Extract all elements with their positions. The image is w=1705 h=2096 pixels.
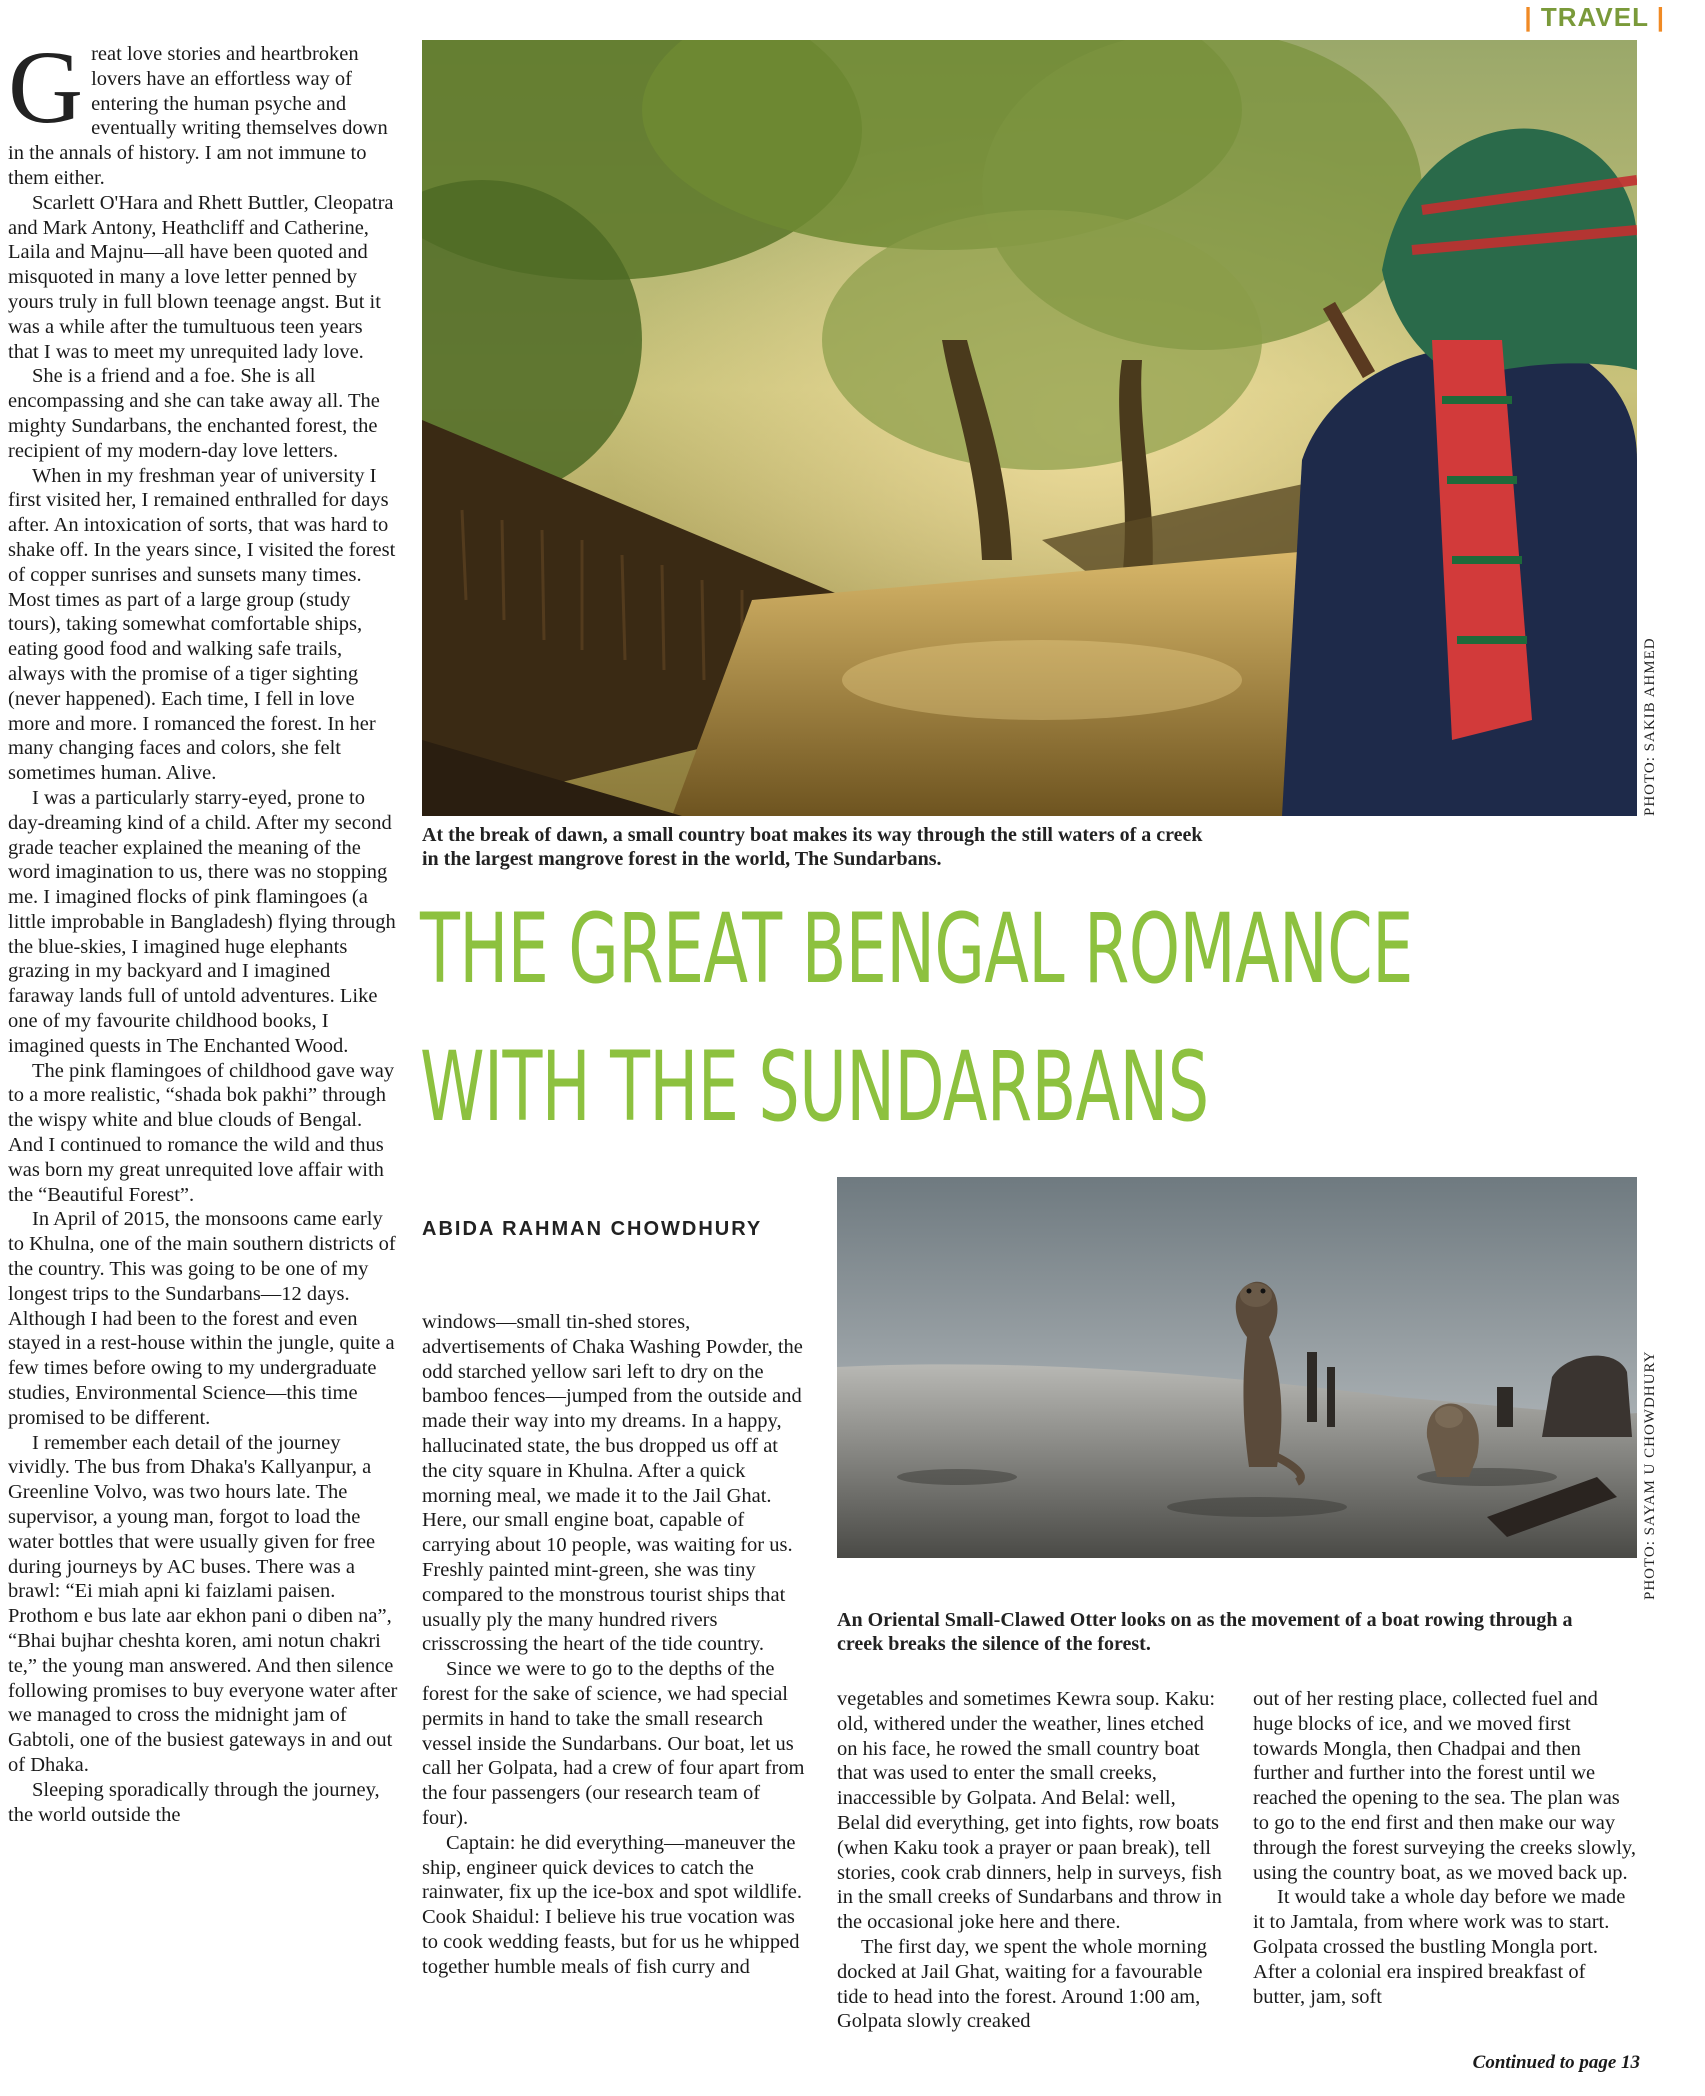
otter-image (837, 1177, 1637, 1558)
article-column-3 (837, 1687, 1222, 2034)
headline-line-1: THE GREAT BENGAL ROMANCE (420, 893, 1413, 1005)
article-column-1 (8, 30, 398, 1827)
article-column-2 (422, 1310, 807, 1980)
paragraph: The first day, we spent the whole morning docked at Jail Ghat, waiting for a favourable tide to head into the forest. Around 1:00 am, Golpata slowly creaked (837, 1935, 1207, 2033)
byline: ABIDA RAHMAN CHOWDHURY (422, 1218, 763, 1240)
paragraph: The pink flamingoes of childhood gave way to a more realistic, “shada bok pakhi” through the wispy white and blue clouds of Bengal. And I continued to romance the wild and thus was born my great unrequited love affair with the “Beautiful Forest”. (8, 1059, 395, 1206)
paragraph: It would take a whole day before we made it to Jamtala, from where work was to start. Golpata crossed the bustling Mongla port. After a colonial era inspired breakfast of butter, jam, soft (1253, 1886, 1626, 2008)
paragraph: Great love stories and heartbroken lovers have an effortless way of entering the human psyche and eventually writing themselves down in the annals of history. I am not immune to them either. (8, 30, 388, 189)
headline-line-2: WITH THE SUNDARBANS (420, 1031, 1209, 1143)
paragraph: I was a particularly starry-eyed, prone to day-dreaming kind of a child. After my second grade teacher explained the meaning of the word imagination to us, there was no stopping me. I imagined flocks of pink flamingoes (a little improbable in Bangladesh) flying through the blue-skies, I imagined huge elephants grazing in my backyard and I imagined faraway lands full of untold adventures. Like one of my favourite childhood books, I imagined quests in The Enchanted Wood. (8, 786, 396, 1057)
section-label (1524, 2, 1665, 33)
paragraph: out of her resting place, collected fuel and huge blocks of ice, and we moved first towards Mongla, then Chadpai and then further and further into the forest until we reached the opening to the sea. The plan was to go to the end first and then make our way through the forest surveying the creeks slowly, using the country boat, as we moved back up. (1253, 1688, 1636, 1884)
photo-caption-otter: An Oriental Small-Clawed Otter looks on as the movement of a boat rowing through a creek breaks the silence of the forest. (837, 1609, 1573, 1655)
paragraph: Captain: he did everything—maneuver the ship, engineer quick devices to catch the rainwater, fix up the ice-box and spot wildlife. Cook Shaidul: I believe his true vocation was to cook wedding feasts, but for us he whipped together humble meals of fish curry and (422, 1831, 803, 1978)
paragraph: Since we were to go to the depths of the forest for the sake of science, we had special permits in hand to take the small research vessel inside the Sundarbans. Our boat, let us call her Golpata, had a crew of four apart from the four passengers (our research team of four). (422, 1658, 805, 1829)
paragraph: In April of 2015, the monsoons came early to Khulna, one of the main southern districts of the country. This was going to be one of my longest trips to the Sundarbans—12 days. Although I had been to the forest and even stayed in a rest-house within the jungle, quite a few times before owing to my undergraduate studies, Environmental Science—this time promised to be different. (8, 1208, 396, 1429)
section-name: TRAVEL (1540, 2, 1649, 32)
paragraph: When in my freshman year of university I first visited her, I remained enthralled for days after. An intoxication of sorts, that was hard to shake off. In the years since, I visited the forest of copper sunrises and sunsets many times. Most times as part of a large group (study tours), taking somewhat comfortable ships, eating good food and walking safe trails, always with the promise of a tiger sighting (never happened). Each time, I fell in love more and more. I romanced the forest. In her many changing faces and colors, she felt sometimes human. Alive. (8, 464, 396, 785)
photo-otter (837, 1177, 1637, 1558)
paragraph: Sleeping sporadically through the journey, the world outside the (8, 1778, 380, 1826)
drop-cap: G (8, 30, 84, 145)
photo-caption-top: At the break of dawn, a small country boat makes its way through the still waters of a creek in the largest mangrove forest in the world, The Sundarbans. (422, 824, 1203, 870)
headline (420, 880, 1413, 1156)
paragraph: windows—small tin-shed stores, advertisements of Chaka Washing Powder, the odd starched yellow sari left to dry on the bamboo fences—jumped from the outside and made their way into my dreams. In a happy, hallucinated state, the bus dropped us off at the city square in Khulna. After a quick morning meal, we made it to the Jail Ghat. Here, our small engine boat, capable of carrying about 10 people, was waiting for us. Freshly painted mint-green, she was tiny compared to the monstrous tourist ships that usually ply the many hundred rivers crisscrossing the heart of the tide country. (422, 1311, 803, 1656)
paragraph: I remember each detail of the journey vividly. The bus from Dhaka's Kallyanpur, a Greenline Volvo, was two hours late. The supervisor, a young man, forgot to load the water bottles that were usually given for free during journeys by AC buses. There was a brawl: “Ei miah apni ki faizlami paisen. Prothom e bus late aar ekhon pani o diben na”, “Bhai bujhar cheshta koren, ami notun chakri te,” the young man answered. And then silence following promises to buy everyone water after we managed to cross the midnight jam of Gabtoli, one of the busiest gateways in and out of Dhaka. (8, 1431, 398, 1776)
paragraph: Scarlett O'Hara and Rhett Buttler, Cleopatra and Mark Antony, Heathcliff and Catherine, Laila and Majnu—all have been quoted and misquoted in many a love letter penned by yours truly in full blown teenage angst. But it was a while after the tumultuous teen years that I was to meet my unrequited lady love. (8, 191, 394, 363)
continued-notice: Continued to page 13 (1472, 2052, 1640, 2073)
mangrove-creek-image (422, 40, 1637, 816)
section-divider: | (1656, 2, 1665, 32)
section-divider: | (1524, 2, 1533, 32)
article-column-4 (1253, 1687, 1638, 2009)
photo-credit-otter: PHOTO: SAYAM U CHOWDHURY (1642, 1350, 1658, 1600)
photo-mangrove-creek (422, 40, 1637, 816)
photo-credit-top: PHOTO: SAKIB AHMED (1642, 637, 1658, 816)
paragraph: She is a friend and a foe. She is all encompassing and she can take away all. The mighty Sundarbans, the enchanted forest, the recipient of my modern-day love letters. (8, 365, 380, 462)
paragraph: vegetables and sometimes Kewra soup. Kaku: old, withered under the weather, lines etched on his face, he rowed the small country boat that was used to enter the small creeks, inaccessible by Golpata. And Belal: well, Belal did everything, get into fights, row boats (when Kaku took a prayer or paan break), tell stories, cook crab dinners, help in surveys, fish in the small creeks of Sundarbans and throw in the occasional joke here and there. (837, 1688, 1222, 1934)
